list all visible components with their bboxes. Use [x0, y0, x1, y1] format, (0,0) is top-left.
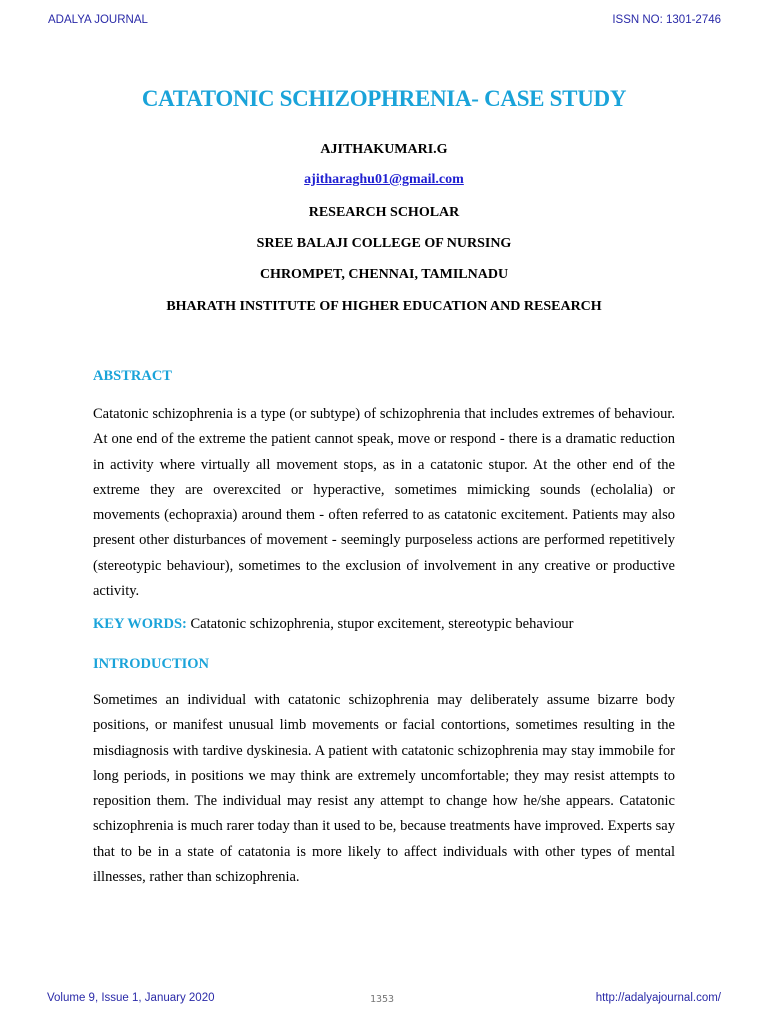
author-name: AJITHAKUMARI.G [320, 142, 448, 157]
paper-title: CATATONIC SCHIZOPHRENIA- CASE STUDY [141, 86, 627, 111]
author-institute: BHARATH INSTITUTE OF HIGHER EDUCATION AND RESEARCH [166, 299, 602, 314]
page-number: 1353 [370, 994, 395, 1005]
introduction-heading: INTRODUCTION [93, 656, 210, 672]
keywords-line [93, 616, 573, 633]
introduction-text: Sometimes an individual with catatonic schizophrenia may deliberately assume bizarre body positions, or manifest unusual limb movements or facial contortions, sometimes resulting in the misdiagnosis with tardive dyskinesia. A patient with catatonic schizophrenia may stay immobile for long periods, in positions we may think are extremely uncomfortable; they may resist attempts to reposition them. The individual may resist any attempt to change how he/she appears. Catatonic schizophrenia is much rarer today than it used to be, because treatments have improved. Experts say that to be in a state of catatonia is more likely to affect individuals with other types of mental illnesses, rather than schizophrenia. [93, 692, 675, 886]
author-role: RESEARCH SCHOLAR [308, 205, 460, 220]
author-email-link[interactable]: ajitharaghu01@gmail.com [304, 172, 464, 187]
keywords-text: Catatonic schizophrenia, stupor excitement, stereotypic behaviour [186, 616, 574, 632]
author-college: SREE BALAJI COLLEGE OF NURSING [256, 236, 512, 251]
author-location: CHROMPET, CHENNAI, TAMILNADU [259, 267, 509, 282]
journal-name: ADALYA JOURNAL [48, 14, 148, 26]
volume-info: Volume 9, Issue 1, January 2020 [47, 992, 215, 1004]
keywords-label: KEY WORDS: [93, 616, 187, 632]
abstract-heading: ABSTRACT [93, 368, 172, 384]
journal-url-link[interactable]: http://adalyajournal.com/ [595, 992, 721, 1004]
issn-number: ISSN NO: 1301-2746 [612, 14, 721, 26]
abstract-text: Catatonic schizophrenia is a type (or subtype) of schizophrenia that includes extremes of behaviour. At one end of the extreme the patient cannot speak, move or respond - there is a dramatic reduction in activity where virtually all movement stops, as in a catatonic stupor. At the other end of the extreme they are overexcited or hyperactive, sometimes mimicking sounds (echolalia) or movements (echopraxia) around them - often referred to as catatonic excitement. Patients may also present other disturbances of movement - seemingly purposeless actions are performed repetitively (stereotypic behaviour), sometimes to the exclusion of involvement in any creative or productive activity. [93, 406, 675, 600]
